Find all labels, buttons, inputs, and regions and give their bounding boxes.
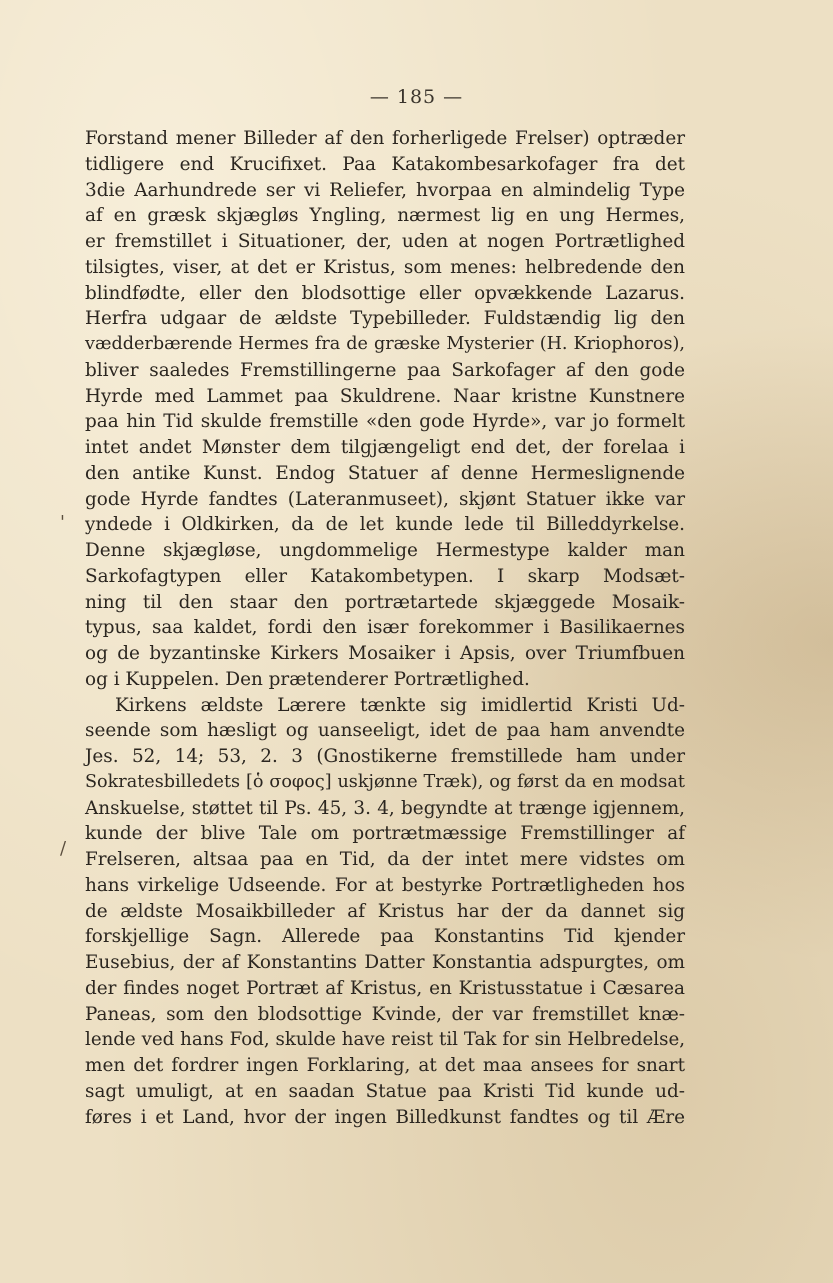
text-line: der findes noget Portræt af Kristus, en Kristusstatue i Cæsarea [85,977,685,999]
margin-mark: / [60,838,67,859]
text-line: Sarkofagtypen eller Katakombetypen. I skarp Modsæt- [85,565,685,587]
text-line: seende som hæsligt og uanseeligt, idet de paa ham anvendte [85,720,685,742]
text-line: den antike Kunst. Endog Statuer af denne Hermeslignende [85,462,685,484]
text-line: hans virkelige Udseende. For at bestyrke Portrætligheden hos [85,874,685,896]
text-line: Hyrde med Lammet paa Skuldrene. Naar kristne Kunstnere [85,385,685,407]
text-line: 3die Aarhundrede ser vi Reliefer, hvorpaa en almindelig Type [85,179,685,201]
text-line: ning til den staar den portrætartede skjæggede Mosaik- [85,591,685,613]
text-line: bliver saaledes Fremstillingerne paa Sarkofager af den gode [85,359,685,381]
text-line: men det fordrer ingen Forklaring, at det maa ansees for snart [85,1055,685,1076]
text-line: lende ved hans Fod, skulde have reist til Tak for sin Helbredelse, [85,1029,685,1051]
text-line: Eusebius, der af Konstantins Datter Konstantia adspurgtes, om [85,952,685,973]
text-line: Anskuelse, støttet til Ps. 45, 3. 4, begyndte at trænge igjennem, [85,797,685,819]
text-line: Frelseren, altsaa paa en Tid, da der intet mere vidstes om [85,849,685,870]
text-line: vædderbærende Hermes fra de græske Mysterier (H. Kriophoros), [85,334,685,354]
text-line: Sokratesbilledets [ὁ σοφος] uskjønne Træk), og først da en modsat [85,771,685,792]
text-line: føres i et Land, hvor der ingen Billedkunst fandtes og til Ære [85,1106,685,1128]
text-line: Herfra udgaar de ældste Typebilleder. Fuldstændig lig den [85,308,685,330]
text-line: typus, saa kaldet, fordi den især forekommer i Basilikaernes [85,617,685,639]
text-line: og i Kuppelen. Den prætenderer Portrætlighed. [85,668,530,690]
text-line: forskjellige Sagn. Allerede paa Konstantins Tid kjender [85,926,685,948]
text-line: Forstand mener Billeder af den forherligede Frelser) optræder [85,128,685,149]
text-line: blindfødte, eller den blodsottige eller opvækkende Lazarus. [85,282,685,304]
text-line: gode Hyrde fandtes (Lateranmuseet), skjønt Statuer ikke var [85,488,685,510]
text-line: Kirkens ældste Lærere tænkte sig imidlertid Kristi Ud- [115,694,685,716]
margin-mark: ' [60,512,65,533]
text-line: Jes. 52, 14; 53, 2. 3 (Gnostikerne fremstillede ham under [85,746,685,767]
text-line: og de byzantinske Kirkers Mosaiker i Apsis, over Triumfbuen [85,643,685,664]
text-line: kunde der blive Tale om portrætmæssige Fremstillinger af [85,823,685,845]
body-text [85,126,685,1130]
text-line: Denne skjægløse, ungdommelige Hermestype kalder man [85,540,685,561]
page-number: — 185 — [369,86,464,108]
text-line: af en græsk skjægløs Yngling, nærmest lig en ung Hermes, [85,205,685,227]
text-line: intet andet Mønster dem tilgjængeligt end det, der forelaa i [85,437,685,458]
text-line: sagt umuligt, at en saadan Statue paa Kristi Tid kunde ud- [85,1080,685,1102]
text-line: de ældste Mosaikbilleder af Kristus har der da dannet sig [85,900,685,922]
text-line: Paneas, som den blodsottige Kvinde, der var fremstillet knæ- [85,1003,685,1025]
text-line: yndede i Oldkirken, da de let kunde lede til Billeddyrkelse. [85,514,685,536]
text-line: paa hin Tid skulde fremstille «den gode Hyrde», var jo formelt [85,411,685,433]
text-line: er fremstillet i Situationer, der, uden at nogen Portrætlighed [85,231,685,252]
text-line: tidligere end Krucifixet. Paa Katakombesarkofager fra det [85,153,685,175]
text-line: tilsigtes, viser, at det er Kristus, som menes: helbredende den [85,256,685,278]
